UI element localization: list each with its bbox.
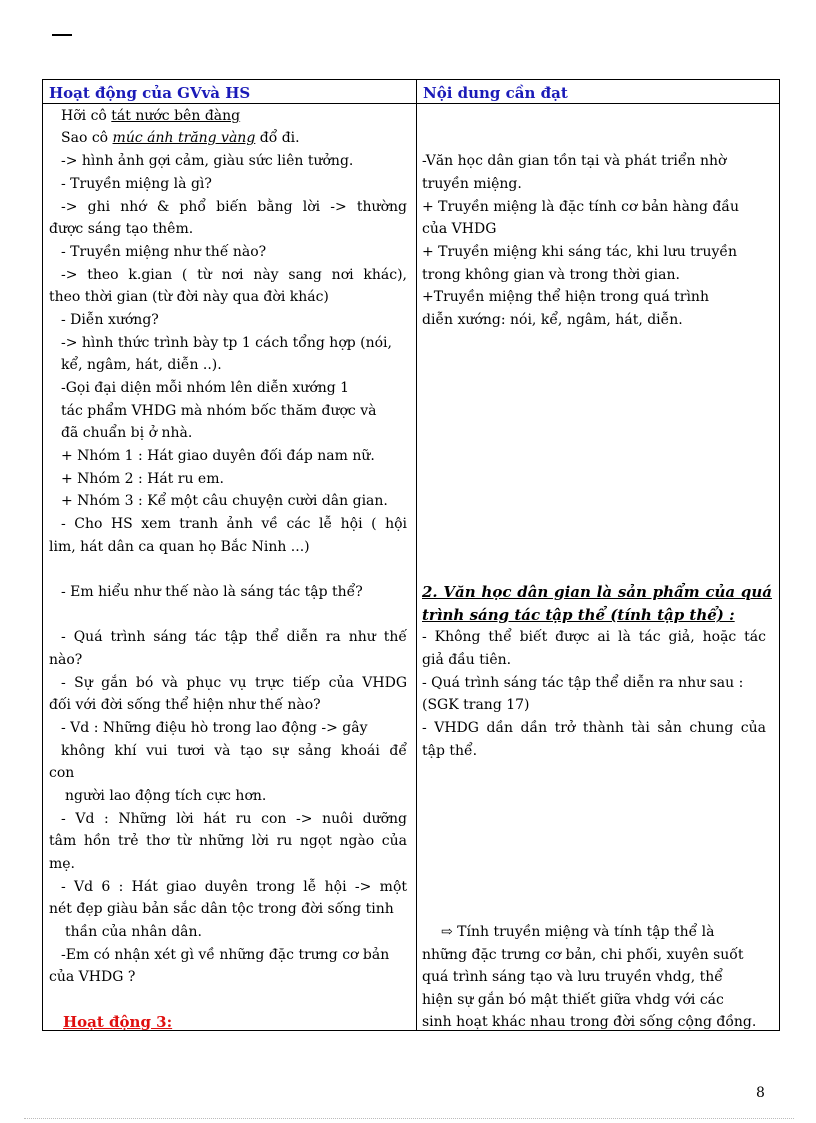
right-line: (SGK trang 17) [422,697,530,713]
left-line: kể, ngâm, hát, diễn ..). [61,357,222,373]
right-line: + Truyền miệng khi sáng tác, khi lưu truyền [422,244,738,260]
left-line: - Sự gắn bó và phục vụ trực tiếp của VHDG [61,675,407,691]
left-line: - Vd : Những lời hát ru con -> nuôi dưỡng [61,811,407,827]
left-line: con [49,765,75,781]
lesson-table [42,79,780,1031]
left-line: -> hình thức trình bày tp 1 cách tổng hợp (nói, [61,335,392,351]
left-line: -> ghi nhớ & phổ biến bằng lời -> thường [61,199,407,215]
right-line: - VHDG dần dần trở thành tài sản chung của [422,720,766,736]
left-line: không khí vui tươi và tạo sự sảng khoái để [61,743,407,759]
right-line: trong không gian và trong thời gian. [422,267,680,283]
left-line: Sao cô múc ánh trăng vàng đổ đi. [61,130,300,146]
left-line: - Truyền miệng là gì? [61,176,212,192]
left-line: tâm hồn trẻ thơ từ những lời ru ngọt ngào của [49,833,407,849]
column-divider [416,80,417,1030]
left-line: -> hình ảnh gợi cảm, giàu sức liên tưởng. [61,153,354,169]
right-line: - Quá trình sáng tác tập thể diễn ra như sau : [422,675,744,691]
left-line: của VHDG ? [49,969,136,985]
arrow-right-icon: ⇨ [441,924,453,940]
left-line: - Em hiểu như thế nào là sáng tác tập thể? [61,584,363,600]
footer-dotted-line [24,1118,794,1119]
left-line: được sáng tạo thêm. [49,221,194,237]
right-line: diễn xướng: nói, kể, ngâm, hát, diễn. [422,312,683,328]
right-line: của VHDG [422,221,497,237]
activity-3-heading: Hoạt động 3: [63,1013,173,1031]
section-2-heading: trình sáng tác tập thể (tính tập thể) : [422,606,735,624]
right-line: những đặc trưng cơ bản, chi phối, xuyên suốt [422,947,744,963]
left-line: lim, hát dân ca quan họ Bắc Ninh ...) [49,539,310,555]
left-line: - Vd 6 : Hát giao duyên trong lễ hội -> một [61,879,407,895]
left-line: người lao động tích cực hơn. [65,788,267,804]
right-line: quá trình sáng tạo và lưu truyền vhdg, thể [422,969,723,985]
left-line: theo thời gian (từ đời này qua đời khác) [49,289,329,305]
left-line: -Em có nhận xét gì về những đặc trưng cơ bản [61,947,390,963]
left-line: thần của nhân dân. [65,924,202,940]
header-dash [52,34,72,36]
left-line: - Cho HS xem tranh ảnh về các lễ hội ( hội [61,516,407,532]
right-line: - Không thể biết được ai là tác giả, hoặc tác [422,629,766,645]
left-line: -> theo k.gian ( từ nơi này sang nơi khác), [61,267,407,283]
section-2-heading: 2. Văn học dân gian là sản phẩm của quá [422,583,772,601]
page-number: 8 [756,1085,765,1101]
right-line: sinh hoạt khác nhau trong đời sống cộng đồng. [422,1014,757,1030]
left-line: -Gọi đại diện mỗi nhóm lên diễn xướng 1 [61,380,350,396]
right-line: giả đầu tiên. [422,652,512,668]
header-content: Nội dung cần đạt [423,84,568,102]
header-divider [43,103,779,104]
left-line: - Vd : Những điệu hò trong lao động -> gây [61,720,368,736]
left-line: đối với đời sống thể hiện như thế nào? [49,697,321,713]
left-line: + Nhóm 3 : Kể một câu chuyện cười dân gian. [61,493,388,509]
left-line: nét đẹp giàu bản sắc dân tộc trong đời sống tinh [49,901,394,917]
header-activities: Hoạt động của GVvà HS [49,84,251,102]
left-line: - Quá trình sáng tác tập thể diễn ra như thế [61,629,407,645]
left-line: Hỡi cô tát nước bên đàng [61,108,241,124]
left-line: mẹ. [49,856,76,872]
right-line: -Văn học dân gian tồn tại và phát triển nhờ [422,153,727,169]
right-line: + Truyền miệng là đặc tính cơ bản hàng đầu [422,199,739,215]
right-line: ⇨ Tính truyền miệng và tính tập thể là [441,924,715,940]
left-line: - Diễn xướng? [61,312,159,328]
right-line: hiện sự gắn bó mật thiết giữa vhdg với các [422,992,724,1008]
right-line: +Truyền miệng thể hiện trong quá trình [422,289,709,305]
left-line: nào? [49,652,83,668]
right-line: tập thể. [422,743,478,759]
left-line: - Truyền miệng như thế nào? [61,244,267,260]
left-line: + Nhóm 2 : Hát ru em. [61,471,224,487]
left-line: + Nhóm 1 : Hát giao duyên đối đáp nam nữ. [61,448,375,464]
right-line: truyền miệng. [422,176,522,192]
left-line: đã chuẩn bị ở nhà. [61,425,193,441]
left-line: tác phẩm VHDG mà nhóm bốc thăm được và [61,403,377,419]
